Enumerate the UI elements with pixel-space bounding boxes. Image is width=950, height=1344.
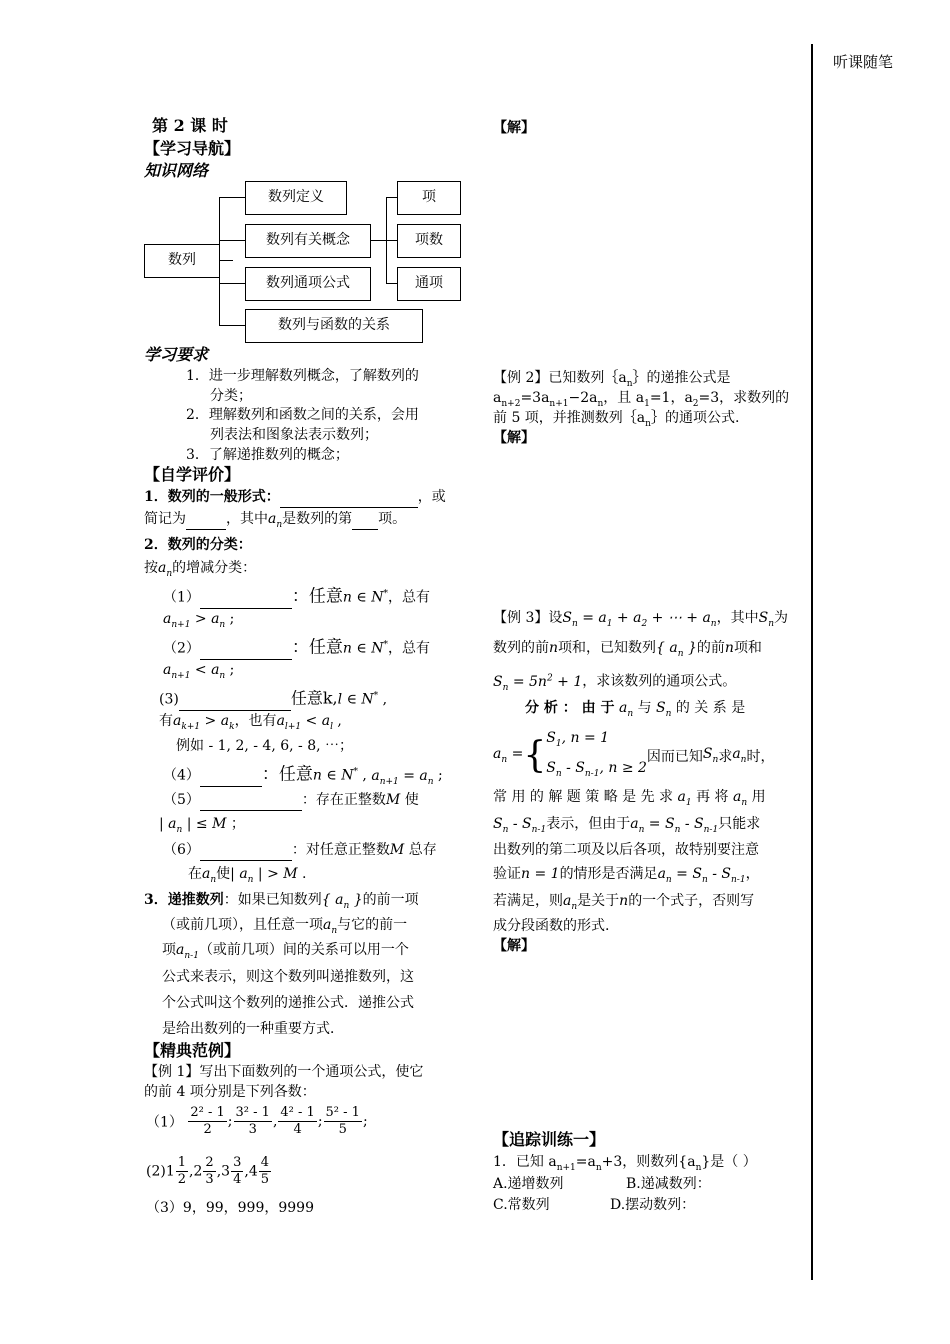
fraction xyxy=(188,1105,226,1138)
text: 的一个式子，否则写 xyxy=(628,893,755,909)
diagram-connector xyxy=(219,283,245,284)
text: ｝的递推公式是 xyxy=(632,370,731,386)
numerator: 1 xyxy=(177,1155,187,1170)
q3-line5: 个公式叫这个数列的递推公式．递推公式 xyxy=(162,995,414,1011)
blank xyxy=(200,790,302,811)
text: 的前 xyxy=(696,640,725,656)
text: （1） xyxy=(163,589,200,606)
denominator: 5 xyxy=(338,1122,347,1137)
diagram-branch: 数列通项公式 xyxy=(245,267,371,301)
text: （5） xyxy=(163,792,200,808)
denominator: 2 xyxy=(177,1172,187,1187)
math: n xyxy=(312,767,322,784)
text: 再 将 xyxy=(696,789,729,805)
q3-line6: 是给出数列的一种重要方式． xyxy=(162,1021,344,1037)
math: $a_1$ xyxy=(677,789,692,808)
answer-label: 【解】 xyxy=(493,120,535,136)
math: $a_{n+1} = a_n$ xyxy=(371,767,434,787)
blank xyxy=(200,766,262,787)
diagram-connector xyxy=(219,197,220,325)
numerator: 4 xyxy=(260,1155,270,1170)
text: 常 用 的 解 题 策 略 是 先 求 xyxy=(493,789,674,805)
whole: 1 xyxy=(165,1163,175,1180)
requirement-item: 3．了解递推数列的概念； xyxy=(186,447,349,463)
tracking-option-c: C.常数列 xyxy=(493,1197,550,1213)
class-2: （2） ：任意n ∈ N*，总有 xyxy=(163,637,430,658)
diagram-connector xyxy=(370,240,386,241)
math: n xyxy=(549,640,559,656)
class-1: （1） ：任意n ∈ N*，总有 xyxy=(163,586,430,607)
text: （2） xyxy=(163,640,200,657)
requirement-item: 列表法和图象法表示数列； xyxy=(210,427,378,443)
text: ，总有 xyxy=(387,640,430,657)
math: n = 1 xyxy=(521,866,560,882)
text: 只能求 xyxy=(718,816,761,832)
analysis-line6 xyxy=(493,891,754,917)
diagram-connector xyxy=(219,240,245,241)
q2-by xyxy=(144,558,256,584)
math: M xyxy=(389,842,405,858)
fraction xyxy=(278,1105,316,1138)
text: ，求该数列的通项公式。 xyxy=(582,673,737,690)
text: 1．已知 a xyxy=(493,1154,557,1170)
q3-line2 xyxy=(162,915,407,941)
blank xyxy=(200,639,292,660)
q2-head: 2．数列的分类： xyxy=(144,537,252,553)
text: （1） xyxy=(146,1114,183,1131)
diagram-connector xyxy=(219,197,245,198)
class-3-cond: 有$a_{k+1} > a_k$，也有$a_{l+1} < a_l$ , xyxy=(159,713,342,732)
whole: 3 xyxy=(221,1163,231,1180)
q1-line xyxy=(144,487,446,508)
blank xyxy=(352,509,378,530)
math: $a_{k+1} > a_k$ xyxy=(173,713,235,732)
text: =3，求数列的 xyxy=(698,390,790,406)
analysis-line3 xyxy=(493,814,760,840)
math: $S_n = a_1 + a_2$ + ⋯ + $a_n$ xyxy=(562,610,717,629)
math: $S_n$ xyxy=(656,700,672,719)
text: ，总有 xyxy=(387,589,430,606)
analysis-line1 xyxy=(525,698,745,724)
tracking-option-b: B.递减数列： xyxy=(626,1176,711,1192)
text: }是（ ） xyxy=(701,1154,757,1170)
fraction xyxy=(203,1155,215,1188)
text: 使 xyxy=(216,866,231,882)
diagram-leaf: 项数 xyxy=(397,224,461,258)
answer-label: 【解】 xyxy=(493,938,535,954)
math: $a_n$ xyxy=(732,746,747,766)
text: 【例 2】已知数列｛a xyxy=(493,370,627,386)
blank xyxy=(200,840,292,861)
text: （6） xyxy=(163,842,200,858)
text: ｝的通项公式. xyxy=(650,410,740,426)
requirement-item: 1．进一步理解数列概念，了解数列的 xyxy=(186,368,419,384)
class-3: (3) 任意k,l ∈ N* , xyxy=(159,686,387,711)
text: 简记为 xyxy=(144,511,186,527)
denominator: 4 xyxy=(233,1172,242,1187)
text: ：任意 xyxy=(261,764,313,785)
lesson-title: 第 2 课 时 xyxy=(152,116,228,135)
analysis-line5 xyxy=(493,864,760,890)
text: （或前几项）间的关系可以用一个 xyxy=(198,942,409,958)
fraction xyxy=(231,1155,243,1188)
answer-label: 【解】 xyxy=(493,430,535,446)
requirement-item: 2．理解数列和函数之间的关系，会用 xyxy=(186,407,419,423)
example2-line1: 【例 2】已知数列$\{a_n\}$的递推公式是 xyxy=(493,370,731,389)
math: N xyxy=(361,691,374,708)
math: $a_{n+1} > a_n$ xyxy=(163,611,226,630)
margin-divider xyxy=(811,44,813,1280)
section-requirements: 学习要求 xyxy=(144,345,209,364)
whole: 2 xyxy=(193,1163,203,1180)
blank xyxy=(280,487,418,508)
math: $a_{l+1} < a_l$ xyxy=(276,713,333,732)
math: l xyxy=(337,691,343,708)
math: $S_n$ xyxy=(702,746,719,766)
text: ，也有 xyxy=(234,713,277,729)
section-nav: 【学习导航】 xyxy=(144,139,241,158)
piecewise-formula xyxy=(493,726,774,786)
example2-line2: $a_{n+2}=3a_{n+1}-2a_n$，且 $a_1=1$，$a_2=3$，求数列的 xyxy=(493,390,790,409)
math: $a_{n-1}$ xyxy=(176,942,199,961)
text: ，其中 xyxy=(226,511,268,527)
math: { $a_n$ } xyxy=(656,640,697,659)
class-6-cond: 在$a_n$使| $a_n$ | > M . xyxy=(188,866,307,885)
math: $a_n = S_n - S_{n-1}$ xyxy=(657,866,746,885)
diagram-leaf: 项 xyxy=(397,181,461,215)
text: +3，则数列{a xyxy=(601,1154,696,1170)
text: 数列的前 xyxy=(493,640,549,656)
math: n xyxy=(342,589,352,606)
text: 任意k, xyxy=(290,688,338,708)
text: ：如果已知数列 xyxy=(223,892,322,908)
tracking-option-a: A.递增数列 xyxy=(493,1176,564,1192)
whole: 4 xyxy=(248,1163,258,1180)
text: 表示，但由于 xyxy=(546,816,631,832)
case: $S_n - S_{n-1}$, n ≥ 2 xyxy=(546,759,647,779)
math: $a_n$ xyxy=(323,917,338,936)
margin-label: 听课随笔 xyxy=(833,53,894,71)
requirement-item: 分类； xyxy=(210,388,252,404)
text: ：任意 xyxy=(291,637,343,658)
text: ，且 a xyxy=(603,390,645,406)
numerator: 5² - 1 xyxy=(325,1105,360,1120)
text: 若满足，则 xyxy=(493,893,563,909)
denominator: 4 xyxy=(293,1122,302,1137)
q3-line3 xyxy=(162,940,409,966)
math: n xyxy=(724,640,734,656)
text: （或前几项），且任意一项 xyxy=(162,917,323,933)
text: 求 xyxy=(718,748,733,765)
text: 项和，已知数列 xyxy=(558,640,657,656)
numerator: 2² - 1 xyxy=(190,1105,225,1120)
math: n xyxy=(619,893,629,909)
brace: { xyxy=(523,734,547,776)
math: $S_n = 5n^2 + 1$ xyxy=(493,673,583,693)
q3-line1 xyxy=(144,890,419,916)
math: $a_n$ xyxy=(202,866,217,885)
text: 的增减分类： xyxy=(172,560,257,576)
class-5 xyxy=(163,790,419,811)
text: 因而已知 xyxy=(646,748,703,765)
tracking-q1: 1．已知 $a_{n+1}=a_n+3$，则数列$\{a_n\}$是（ ） xyxy=(493,1154,757,1173)
example1-p3: （3）9，99，999，9999 xyxy=(146,1200,314,1216)
case: $S_1$, n = 1 xyxy=(546,730,610,749)
blank xyxy=(179,690,291,711)
analysis-line7: 成分段函数的形式. xyxy=(493,918,610,934)
analysis-line2 xyxy=(493,787,766,813)
class-3-example: 例如 - 1, 2, - 4, 6, - 8, ⋯； xyxy=(176,738,354,754)
math: $S_n$ xyxy=(758,610,774,629)
text: 【例 3】设 xyxy=(493,610,563,626)
diagram-branch: 数列有关概念 xyxy=(245,224,371,258)
math: n xyxy=(342,640,352,657)
text: ：存在正整数 xyxy=(301,792,386,808)
text: 为 xyxy=(773,610,788,626)
text: 总存 xyxy=(408,842,437,858)
text: 在 xyxy=(188,866,202,882)
math-an: $a_n$ xyxy=(268,511,283,530)
example2-line3: 前 5 项，并推测数列$\{a_n\}$的通项公式. xyxy=(493,410,740,429)
text: 分 析 ： 由 于 xyxy=(525,700,615,716)
section-tracking: 【追踪训练一】 xyxy=(493,1130,606,1149)
denominator: 5 xyxy=(260,1172,270,1187)
math: $a_n$ xyxy=(618,700,634,719)
text: ：任意 xyxy=(291,586,343,607)
text: ， xyxy=(745,866,760,882)
fraction xyxy=(176,1155,188,1188)
q1-tail: ，或 xyxy=(417,489,446,505)
example3-line2 xyxy=(493,638,762,664)
q3-head: 3．递推数列 xyxy=(144,892,224,908)
example3-line3 xyxy=(493,668,736,697)
diagram-connector xyxy=(386,283,397,284)
text: 的情形是否满足 xyxy=(559,866,658,882)
text: 项 xyxy=(162,942,176,958)
text: =1，a xyxy=(649,390,693,406)
math-an: $a_n$ xyxy=(158,560,173,579)
q1-head: 1．数列的一般形式： xyxy=(144,489,280,505)
text: 项。 xyxy=(378,511,407,527)
diagram-leaf: 通项 xyxy=(397,267,461,301)
text: (2) xyxy=(146,1163,166,1180)
denominator: 3 xyxy=(205,1172,214,1187)
text: 按 xyxy=(144,560,158,576)
math: $a_n$ xyxy=(563,893,578,912)
section-self-eval: 【自学评价】 xyxy=(144,465,241,484)
example1-line2: 的前 4 项分别是下列各数： xyxy=(144,1084,316,1100)
diagram-branch: 数列定义 xyxy=(245,181,347,215)
fraction xyxy=(234,1105,272,1138)
numerator: 3² - 1 xyxy=(235,1105,270,1120)
text: 项和 xyxy=(733,640,762,656)
piece-cases xyxy=(546,726,647,786)
text: 与它的前一 xyxy=(337,917,408,933)
text: 是数列的第 xyxy=(282,511,353,527)
text: (3) xyxy=(159,691,179,708)
math: | $a_n$ | ≤ M xyxy=(159,816,227,835)
text: =a xyxy=(575,1154,596,1170)
example1-line1: 【例 1】写出下面数列的一个通项公式，使它 xyxy=(144,1064,424,1080)
diagram-connector xyxy=(219,325,245,326)
class-2-cond: $a_{n+1} < a_n$ ; xyxy=(163,662,235,681)
text: 时， xyxy=(746,748,775,765)
q3-line4: 公式来表示，则这个数列叫递推数列，这 xyxy=(162,969,414,985)
diagram-branch: 数列与函数的关系 xyxy=(245,309,423,343)
text: 用 xyxy=(751,789,766,805)
fraction xyxy=(324,1105,362,1138)
math: $a_n$ xyxy=(732,789,748,808)
text: （4） xyxy=(163,767,200,784)
diagram-connector xyxy=(219,260,233,261)
math: $S_n - S_{n-1}$ xyxy=(493,816,547,835)
math: $a_n = S_n - S_{n-1}$ xyxy=(630,816,719,835)
text: 前 5 项，并推测数列｛a xyxy=(493,410,646,426)
q1-line2 xyxy=(144,509,406,535)
math: M xyxy=(385,792,401,808)
diagram-connector xyxy=(386,240,397,241)
class-6 xyxy=(163,840,437,861)
text: 使 xyxy=(404,792,419,808)
numerator: 4² - 1 xyxy=(280,1105,315,1120)
text: 是关于 xyxy=(577,893,620,909)
diagram-connector xyxy=(386,197,397,198)
math: $a_n$ = xyxy=(493,746,524,766)
text: 的前一项 xyxy=(362,892,419,908)
diagram-root: 数列 xyxy=(144,244,220,278)
denominator: 2 xyxy=(203,1122,212,1137)
example1-p2: (2)1 $\frac{1}{2}$ ,2 $\frac{2}{3}$ ,3 $\frac{3}{4}$ ,4 $\frac{4}{5}$ xyxy=(146,1155,270,1187)
fraction xyxy=(259,1155,271,1188)
math: | $a_n$ | > M xyxy=(230,866,298,885)
example1-p1: （1） $\frac{\text{2² - 1}}{2}$ ; $\frac{\text{3² - 1}}{3}$ , $\frac{\text{4² - 1}}{4}$ ; $\frac{\text{5² - 1}}{5}$ ; xyxy=(146,1105,368,1137)
class-4: （4） ：任意n ∈ N* , $a_{n+1} = a_n$ ; xyxy=(163,764,443,787)
blank xyxy=(186,509,226,530)
denominator: 3 xyxy=(248,1122,257,1137)
math: N xyxy=(341,767,354,784)
text: 的 关 系 是 xyxy=(675,700,746,716)
text: 验证 xyxy=(493,866,521,882)
section-examples: 【精典范例】 xyxy=(144,1041,241,1060)
text: ：对任意正整数 xyxy=(291,842,390,858)
section-knowledge-net: 知识网络 xyxy=(144,161,209,180)
math: $a_{n+1} < a_n$ xyxy=(163,662,226,681)
math: { $a_n$ } xyxy=(321,892,363,911)
text: ，其中 xyxy=(716,610,759,626)
class-1-cond: $a_{n+1} > a_n$ ; xyxy=(163,611,235,630)
tracking-option-d: D.摆动数列： xyxy=(610,1197,696,1213)
math: N xyxy=(371,640,384,657)
numerator: 3 xyxy=(233,1155,242,1170)
example3-line1 xyxy=(493,608,788,634)
text: 有 xyxy=(159,713,173,729)
analysis-line4: 出数列的第二项及以后各项，故特别要注意 xyxy=(493,842,759,858)
numerator: 2 xyxy=(205,1155,214,1170)
math: N xyxy=(371,589,384,606)
class-5-cond: | $a_n$ | ≤ M ； xyxy=(159,816,245,835)
text: 与 xyxy=(637,700,652,716)
blank xyxy=(200,588,292,609)
